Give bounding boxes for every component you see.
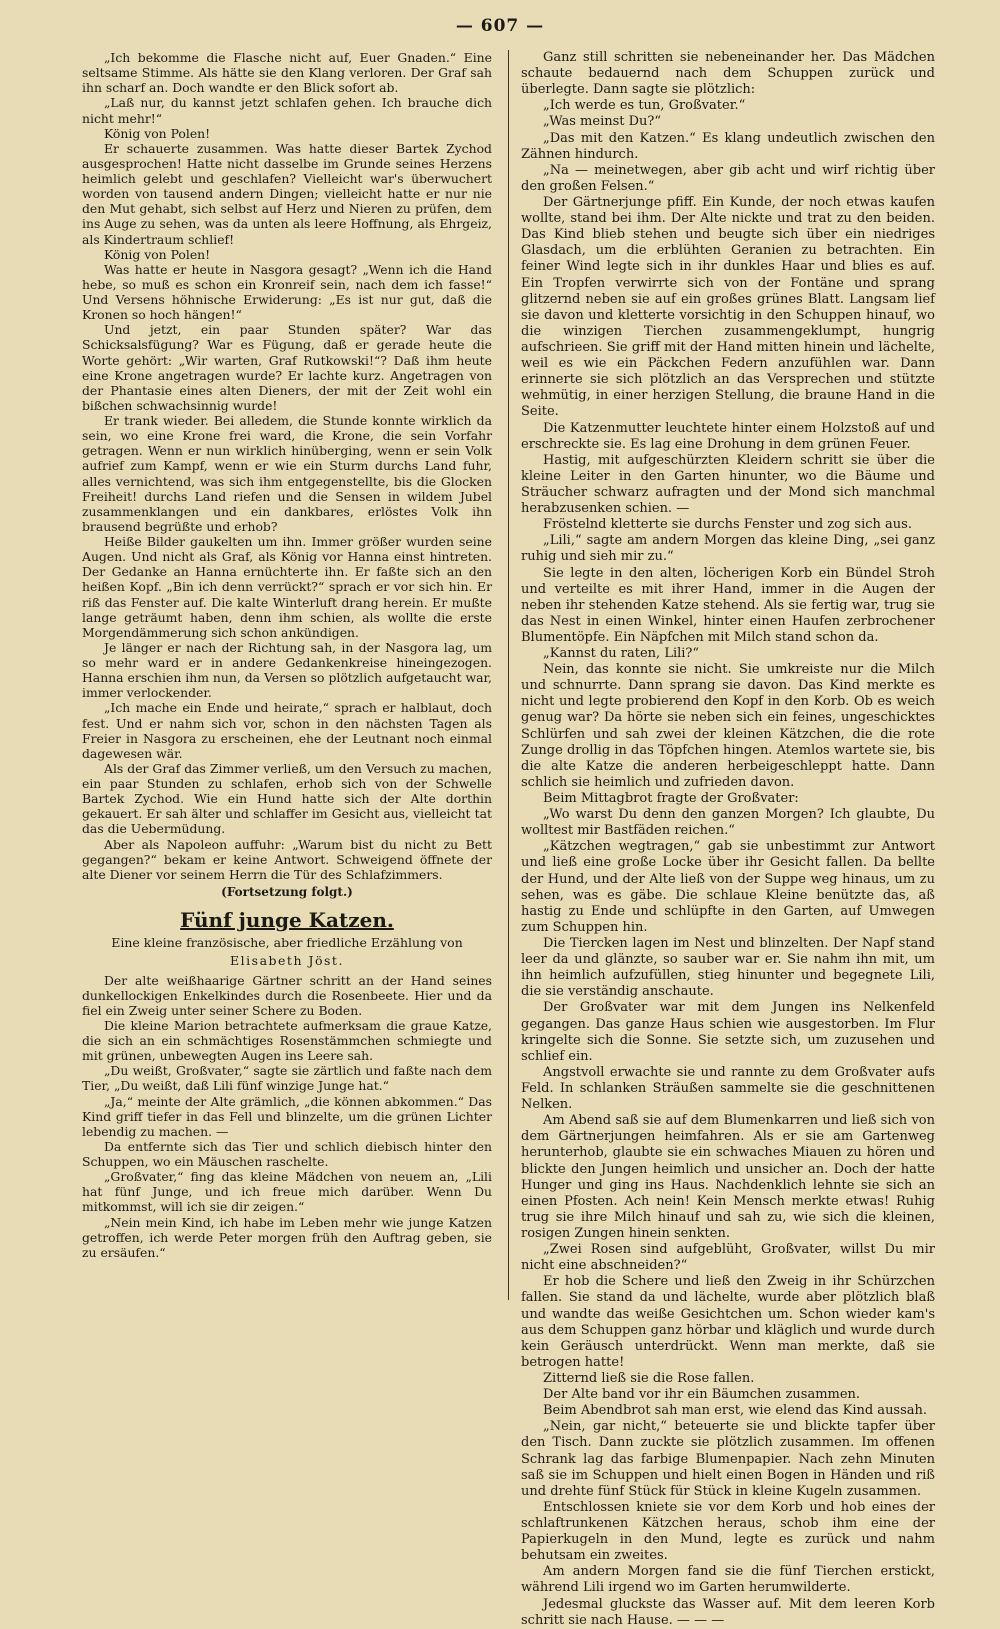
paragraph: Beim Mittagbrot fragte der Großvater:	[543, 791, 799, 807]
paragraph: Nein, das konnte sie nicht. Sie umkreiste nur die Milch und schnurrte. Dann sprang sie davon. Das Kind merkte es nicht und legte probierend den Kopf in den Korb. Ob es weich genug war? Da hörte sie neben sich ein feines, ungeschicktes Schlürfen und sah zwei der kleinen Kätzchen, die die rote Zunge drollig in das Töpfchen hingen. Atemlos wartete sie, bis die alte Katze die anderen herbeigeschleppt hatte. Dann schlich sie heimlich und zufrieden davon.	[521, 662, 935, 790]
story-title: Fünf junge Katzen.	[180, 907, 394, 932]
paragraph: „Das mit den Katzen.“ Es klang undeutlich zwischen den Zähnen hindurch.	[521, 130, 935, 162]
story-subtitle: Eine kleine französische, aber friedliche Erzählung von	[111, 934, 463, 950]
paragraph: Der Gärtnerjunge pfiff. Ein Kunde, der noch etwas kaufen wollte, stand bei ihm. Der Alte nickte und trat zu den beiden. Das Kind blieb stehen und beugte sich über ein niedriges Glasdach, um die erblühten Geranien zu betrachten. Ein feiner Wind legte sich in ihr dunkles Haar und blies es auf. Ein Tropfen verwirrte sich von der Fontäne und sprang glitzernd neben sie auf ein großes grünes Blatt. Langsam lief sie davon und kletterte vorsichtig in den Schuppen hinauf, wo die winzigen Tierchen zusammengeklumpt, hungrig aufschrieen. Sie griff mit der Hand mitten hinein und lächelte, weil es wie ein Päckchen Federn anzufühlen war. Dann erinnerte sie sich plötzlich an das Versprechen und stützte wehmütig, in einer herzigen Stellung, die braune Hand in die Seite.	[521, 194, 935, 420]
paragraph: „Großvater,“ fing das kleine Mädchen von neuem an, „Lili hat fünf Junge, und ich freue mich darüber. Wenn Du mitkommst, will ich sie dir zeigen.“	[82, 1169, 492, 1215]
paragraph: König von Polen!	[104, 125, 211, 141]
paragraph: Angstvoll erwachte sie und rannte zu dem Großvater aufs Feld. In schlanken Sträußen sammelte sie die geschnittenen Nelken.	[521, 1064, 935, 1113]
paragraph: „Ich mache ein Ende und heirate,“ sprach er halblaut, doch fest. Und er nahm sich vor, schon in den nächsten Tagen als Freier in Nasgora zu erscheinen, ehe der Leutnant noch einmal dagewesen wär.	[82, 700, 492, 761]
paragraph: „Kannst du raten, Lili?“	[543, 646, 700, 662]
paragraph: Der alte weißhaarige Gärtner schritt an der Hand seines dunkellockigen Enkelkindes durch die Rosenbeete. Hier und da fiel ein Zweig unter seiner Schere zu Boden.	[82, 972, 492, 1018]
column-divider	[508, 50, 509, 1300]
paragraph: Er hob die Schere und ließ den Zweig in ihr Schürzchen fallen. Sie stand da und lächelte, wurde aber plötzlich blaß und wandte das weiße Gesichtchen um. Schon wieder kam's aus dem Schuppen ganz hörbar und kläglich und wurde durch kein Geräusch unterdrückt. Wenn man merkte, daß sie betrogen hatte!	[521, 1274, 935, 1370]
paragraph: „Wo warst Du denn den ganzen Morgen? Ich glaubte, Du wolltest mir Bastfäden reichen.“	[521, 807, 935, 839]
paragraph: Je länger er nach der Richtung sah, in der Nasgora lag, um so mehr ward er in andere Gedankenkreise hineingezogen. Hanna erschien ihm nun, da Versen so plötzlich aufgetaucht war, immer verlockender.	[82, 639, 492, 701]
paragraph: „Ich werde es tun, Großvater.“	[543, 98, 746, 114]
paragraph: „Ja,“ meinte der Alte grämlich, „die können abkommen.“ Das Kind griff tiefer in das Fell und blinzelte, um die grünen Lichter lebendig zu machen. —	[82, 1093, 492, 1139]
paragraph: Die kleine Marion betrachtete aufmerksam die graue Katze, die sich an ein schmächtiges Rosenstämmchen schmiegte und mit grünen, unbewegten Augen ins Leere sah.	[82, 1017, 492, 1064]
left-column	[82, 50, 492, 1299]
paragraph: „Ich bekomme die Flasche nicht auf, Euer Gnaden.“ Eine seltsame Stimme. Als hätte sie den Klang verloren. Der Graf sah ihn scharf an. Doch wandte er den Blick sofort ab.	[82, 50, 492, 96]
continuation-note: (Fortsetzung folgt.)	[221, 884, 353, 899]
paragraph: „Nein, gar nicht,“ beteuerte sie und blickte tapfer über den Tisch. Dann zuckte sie plötzlich zusammen. Im offenen Schrank lag das farbige Blumenpapier. Nach zehn Minuten saß sie im Schuppen und hielt einen Bogen in Händen und riß und drehte fünf Stück für Stück in kleine Kugeln zusammen.	[521, 1419, 935, 1499]
paragraph: Er trank wieder. Bei alledem, die Stunde konnte wirklich da sein, wo eine Krone frei ward, die Krone, die sein Vorfahr getragen. Wenn er nun wirklich hinüberging, wenn er sein Volk aufrief zum Kampf, wenn er wie ein Sturm durchs Land fuhr, alles vernichtend, was sich ihm entgegenstellte, bis die Glocken Freiheit! durchs Land riefen und die Sensen in wildem Jubel zusammenklangen und ein dankbares, erlöstes Volk ihn brausend begrüßte und erhob?	[82, 413, 492, 534]
paragraph: Aber als Napoleon auffuhr: „Warum bist du nicht zu Bett gegangen?“ bekam er keine Antwort. Schweigend öffnete der alte Diener vor seinem Herrn die Tür des Schlafzimmers.	[82, 836, 492, 882]
paragraph: Er schauerte zusammen. Was hatte dieser Bartek Zychod ausgesprochen! Hatte nicht dasselbe im Grunde seines Herzens heimlich gelebt und geschlafen? Vielleicht war's überwuchert worden von tausend andern Dingen; vielleicht hatte er nur nie den Mut gehabt, sich selbst auf Herz und Nieren zu prüfen, dem ins Auge zu sehen, was da unten als leere Hoffnung, als Ehrgeiz, als Kindertraum schlief!	[82, 140, 492, 247]
paragraph: Ganz still schritten sie nebeneinander her. Das Mädchen schaute bedauernd nach dem Schuppen zurück und überlegte. Dann sagte sie plötzlich:	[521, 50, 935, 98]
paragraph: „Was meinst Du?“	[543, 114, 662, 130]
paragraph: Die Katzenmutter leuchtete hinter einem Holzstoß auf und erschreckte sie. Es lag eine Drohung in dem grünen Feuer.	[521, 420, 935, 452]
paragraph: Heiße Bilder gaukelten um ihn. Immer größer wurden seine Augen. Und nicht als Graf, als König vor Hanna einst hintreten. Der Gedanke an Hanna ernüchterte ihn. Er faßte sich an den heißen Kopf. „Bin ich denn verrückt?“ sprach er vor sich hin. Er riß das Fenster auf. Die kalte Winterluft drang herein. Er mußte lange geträumt haben, denn ihm schien, als wollte die erste Morgendämmerung sich schon ankündigen.	[82, 534, 492, 640]
paragraph: Als der Graf das Zimmer verließ, um den Versuch zu machen, ein paar Stunden zu schlafen, erhob sich von der Schwelle Bartek Zychod. Wie ein Hund hatte sich der Alte dorthin gekauert. Er sah älter und schlaffer im Gesicht aus, vielleicht tat das die Uebermüdung.	[82, 760, 492, 837]
story-author: Elisabeth Jöst.	[230, 953, 344, 969]
paragraph: Sie legte in den alten, löcherigen Korb ein Bündel Stroh und verteilte es mit ihrer Hand, immer in die Augen der neben ihr stehenden Katze stehend. Als sie fertig war, trug sie das Nest in einen Winkel, hinter einen Haufen zerbrochener Blumentöpfe. Ein Näpfchen mit Milch stand schon da.	[521, 565, 935, 645]
page-number: — 607 —	[455, 16, 545, 36]
right-column	[521, 50, 935, 1628]
paragraph: Da entfernte sich das Tier und schlich diebisch hinter den Schuppen, wo ein Mäuschen raschelte.	[82, 1138, 492, 1170]
paragraph: Am andern Morgen fand sie die fünf Tierchen erstickt, während Lili irgend wo im Garten herumwilderte.	[521, 1564, 935, 1596]
paragraph: Der Alte band vor ihr ein Bäumchen zusammen.	[543, 1387, 861, 1403]
paragraph: Die Tiercken lagen im Nest und blinzelten. Der Napf stand leer da und glänzte, so sauber war er. Sie nahm ihn mit, um ihn heimlich aufzufüllen, stieg hinunter und begegnete Lili, die sie verständig anschaute.	[521, 936, 935, 1000]
paragraph: Jedesmal gluckste das Wasser auf. Mit dem leeren Korb schritt sie nach Hause. — — —	[521, 1596, 935, 1628]
paragraph: Beim Abendbrot sah man erst, wie elend das Kind aussah.	[543, 1403, 928, 1419]
paragraph: Und jetzt, ein paar Stunden später? War das Schicksalsfügung? War es Fügung, daß er gerade heute die Worte gehört: „Wir warten, Graf Rutkowski!“? Daß ihm heute eine Krone angetragen wurde? Er lachte kurz. Angetragen von der Phantasie eines alten Dieners, der mit der Zeit wohl ein bißchen schwachsinnig wurde!	[82, 322, 492, 413]
paragraph: „Laß nur, du kannst jetzt schlafen gehen. Ich brauche dich nicht mehr!“	[82, 95, 492, 126]
paragraph: „Du weißt, Großvater,“ sagte sie zärtlich und faßte nach dem Tier, „Du weißt, daß Lili fünf winzige Junge hat.“	[82, 1063, 492, 1094]
paragraph: Was hatte er heute in Nasgora gesagt? „Wenn ich die Hand hebe, so muß es schon ein Kronreif sein, nach dem ich fasse!“ Und Versens höhnische Erwiderung: „Es ist nur gut, daß die Kronen so hoch hängen!“	[82, 261, 492, 323]
paragraph: Hastig, mit aufgeschürzten Kleidern schritt sie über die kleine Leiter in den Garten hinunter, wo die Bäume und Sträucher schwarz aufragten und der Mond sich manchmal herabzusenken schien. —	[521, 452, 935, 517]
paragraph: Fröstelnd kletterte sie durchs Fenster und zog sich aus.	[543, 517, 912, 533]
paragraph: „Lili,“ sagte am andern Morgen das kleine Ding, „sei ganz ruhig und sieh mir zu.“	[521, 533, 935, 565]
paragraph: König von Polen!	[104, 246, 211, 262]
paragraph: Zitternd ließ sie die Rose fallen.	[543, 1370, 755, 1386]
paragraph: Am Abend saß sie auf dem Blumenkarren und ließ sich von dem Gärtnerjungen heimfahren. Als er sie am Gartenweg herunterhob, glaubte sie ein schwaches Miauen zu hören und blickte den Jungen heimlich und unsicher an. Doch der hatte Hunger und ging ins Haus. Nachdenklich lehnte sie sich an einen Pfosten. Ach nein! Kein Mensch merkte etwas! Ruhig trug sie ihre Milch hinauf und sah zu, wie sich die kleinen, rosigen Zungen hinein senkten.	[521, 1113, 935, 1241]
paragraph: Entschlossen kniete sie vor dem Korb und hob eines der schlaftrunkenen Kätzchen heraus, schob ihm eine der Papierkugeln in den Mund, legte es zurück und nahm behutsam ein zweites.	[521, 1499, 935, 1564]
paragraph: Der Großvater war mit dem Jungen ins Nelkenfeld gegangen. Das ganze Haus schien wie ausgestorben. Im Flur kringelte sich die Sonne. Sie setzte sich, um zuzusehen und schlief ein.	[521, 1000, 935, 1064]
paragraph: „Nein mein Kind, ich habe im Leben mehr wie junge Katzen getroffen, ich werde Peter morgen früh den Auftrag geben, sie zu ersäufen.“	[82, 1214, 492, 1260]
paragraph: „Zwei Rosen sind aufgeblüht, Großvater, willst Du mir nicht eine abschneiden?“	[521, 1242, 935, 1274]
paragraph: „Kätzchen wegtragen,“ gab sie unbestimmt zur Antwort und ließ eine große Locke über ihr Gesicht fallen. Da bellte der Hund, und der Alte ließ von der Suppe weg hinaus, um zu sehen, was es gäbe. Die schlaue Kleine benützte das, aß hastig zu Ende und schlüpfte in den Garten, auf Umwegen zum Schuppen hin.	[521, 839, 935, 935]
paragraph: „Na — meinetwegen, aber gib acht und wirf richtig über den großen Felsen.“	[521, 162, 935, 194]
